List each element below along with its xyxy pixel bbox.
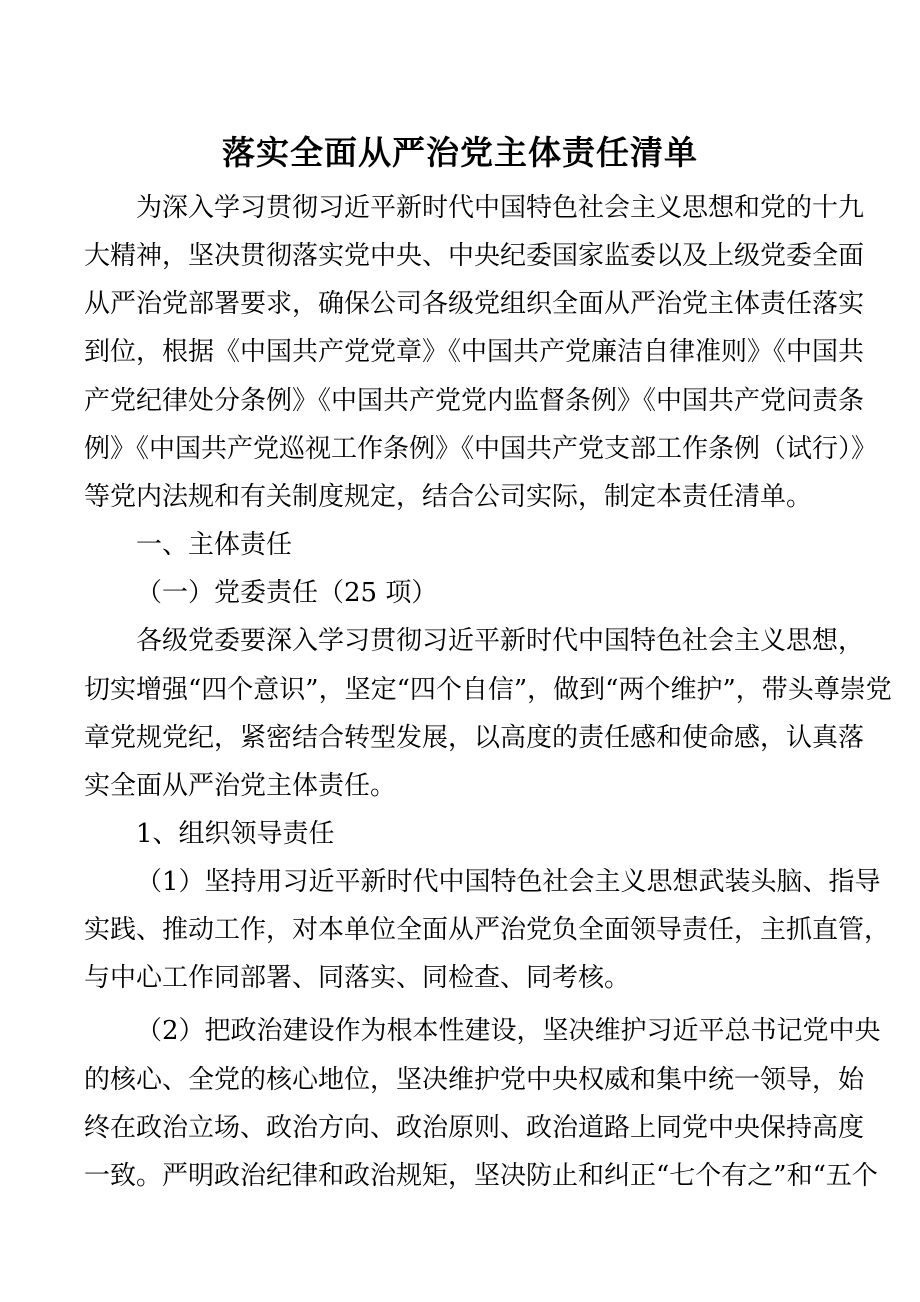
item-heading-1: 1、组织领导责任: [136, 819, 335, 849]
text-line-1: 为深入学习贯彻习近平新时代中国特色社会主义思想和党的十九: [136, 193, 865, 223]
subsection-heading-1: （一）党委责任（25 项）: [136, 578, 438, 608]
text-line-11: 切实增强“四个意识”，坚定“四个自信”，做到“两个维护”，带头尊崇党: [84, 675, 892, 705]
text-line-21: 一致。严明政治纪律和政治规矩，坚决防止和纠正“七个有之”和“五个: [84, 1161, 878, 1191]
text-line-6: 例》《中国共产党巡视工作条例》《中国共产党支部工作条例（试行）》: [84, 434, 878, 464]
text-line-20: 终在政治立场、政治方向、政治原则、政治道路上同党中央保持高度: [84, 1113, 865, 1143]
text-line-19: 的核心、全党的核心地位，坚决维护党中央权威和集中统一领导，始: [84, 1065, 865, 1095]
text-line-3: 从严治党部署要求，确保公司各级党组织全面从严治党主体责任落实: [84, 289, 865, 319]
text-line-2: 大精神，坚决贯彻落实党中央、中央纪委国家监委以及上级党委全面: [84, 241, 865, 271]
text-line-13: 实全面从严治党主体责任。: [84, 771, 397, 801]
text-line-5: 产党纪律处分条例》《中国共产党党内监督条例》《中国共产党问责条: [84, 386, 865, 416]
text-line-15: （1）坚持用习近平新时代中国特色社会主义思想武装头脑、指导: [136, 867, 881, 897]
text-line-10: 各级党委要深入学习贯彻习近平新时代中国特色社会主义思想，: [136, 626, 865, 656]
text-line-7: 等党内法规和有关制度规定，结合公司实际，制定本责任清单。: [84, 482, 813, 512]
section-heading-1: 一、主体责任: [136, 530, 293, 560]
document-title: 落实全面从严治党主体责任清单: [222, 133, 698, 172]
text-line-18: （2）把政治建设作为根本性建设，坚决维护习近平总书记党中央: [136, 1016, 881, 1046]
text-line-17: 与中心工作同部署、同落实、同检查、同考核。: [84, 963, 631, 993]
text-line-4: 到位，根据《中国共产党党章》《中国共产党廉洁自律准则》《中国共: [84, 337, 865, 367]
text-line-16: 实践、推动工作，对本单位全面从严治党负全面领导责任，主抓直管，: [84, 915, 891, 945]
text-line-12: 章党规党纪，紧密结合转型发展，以高度的责任感和使命感，认真落: [84, 723, 865, 753]
